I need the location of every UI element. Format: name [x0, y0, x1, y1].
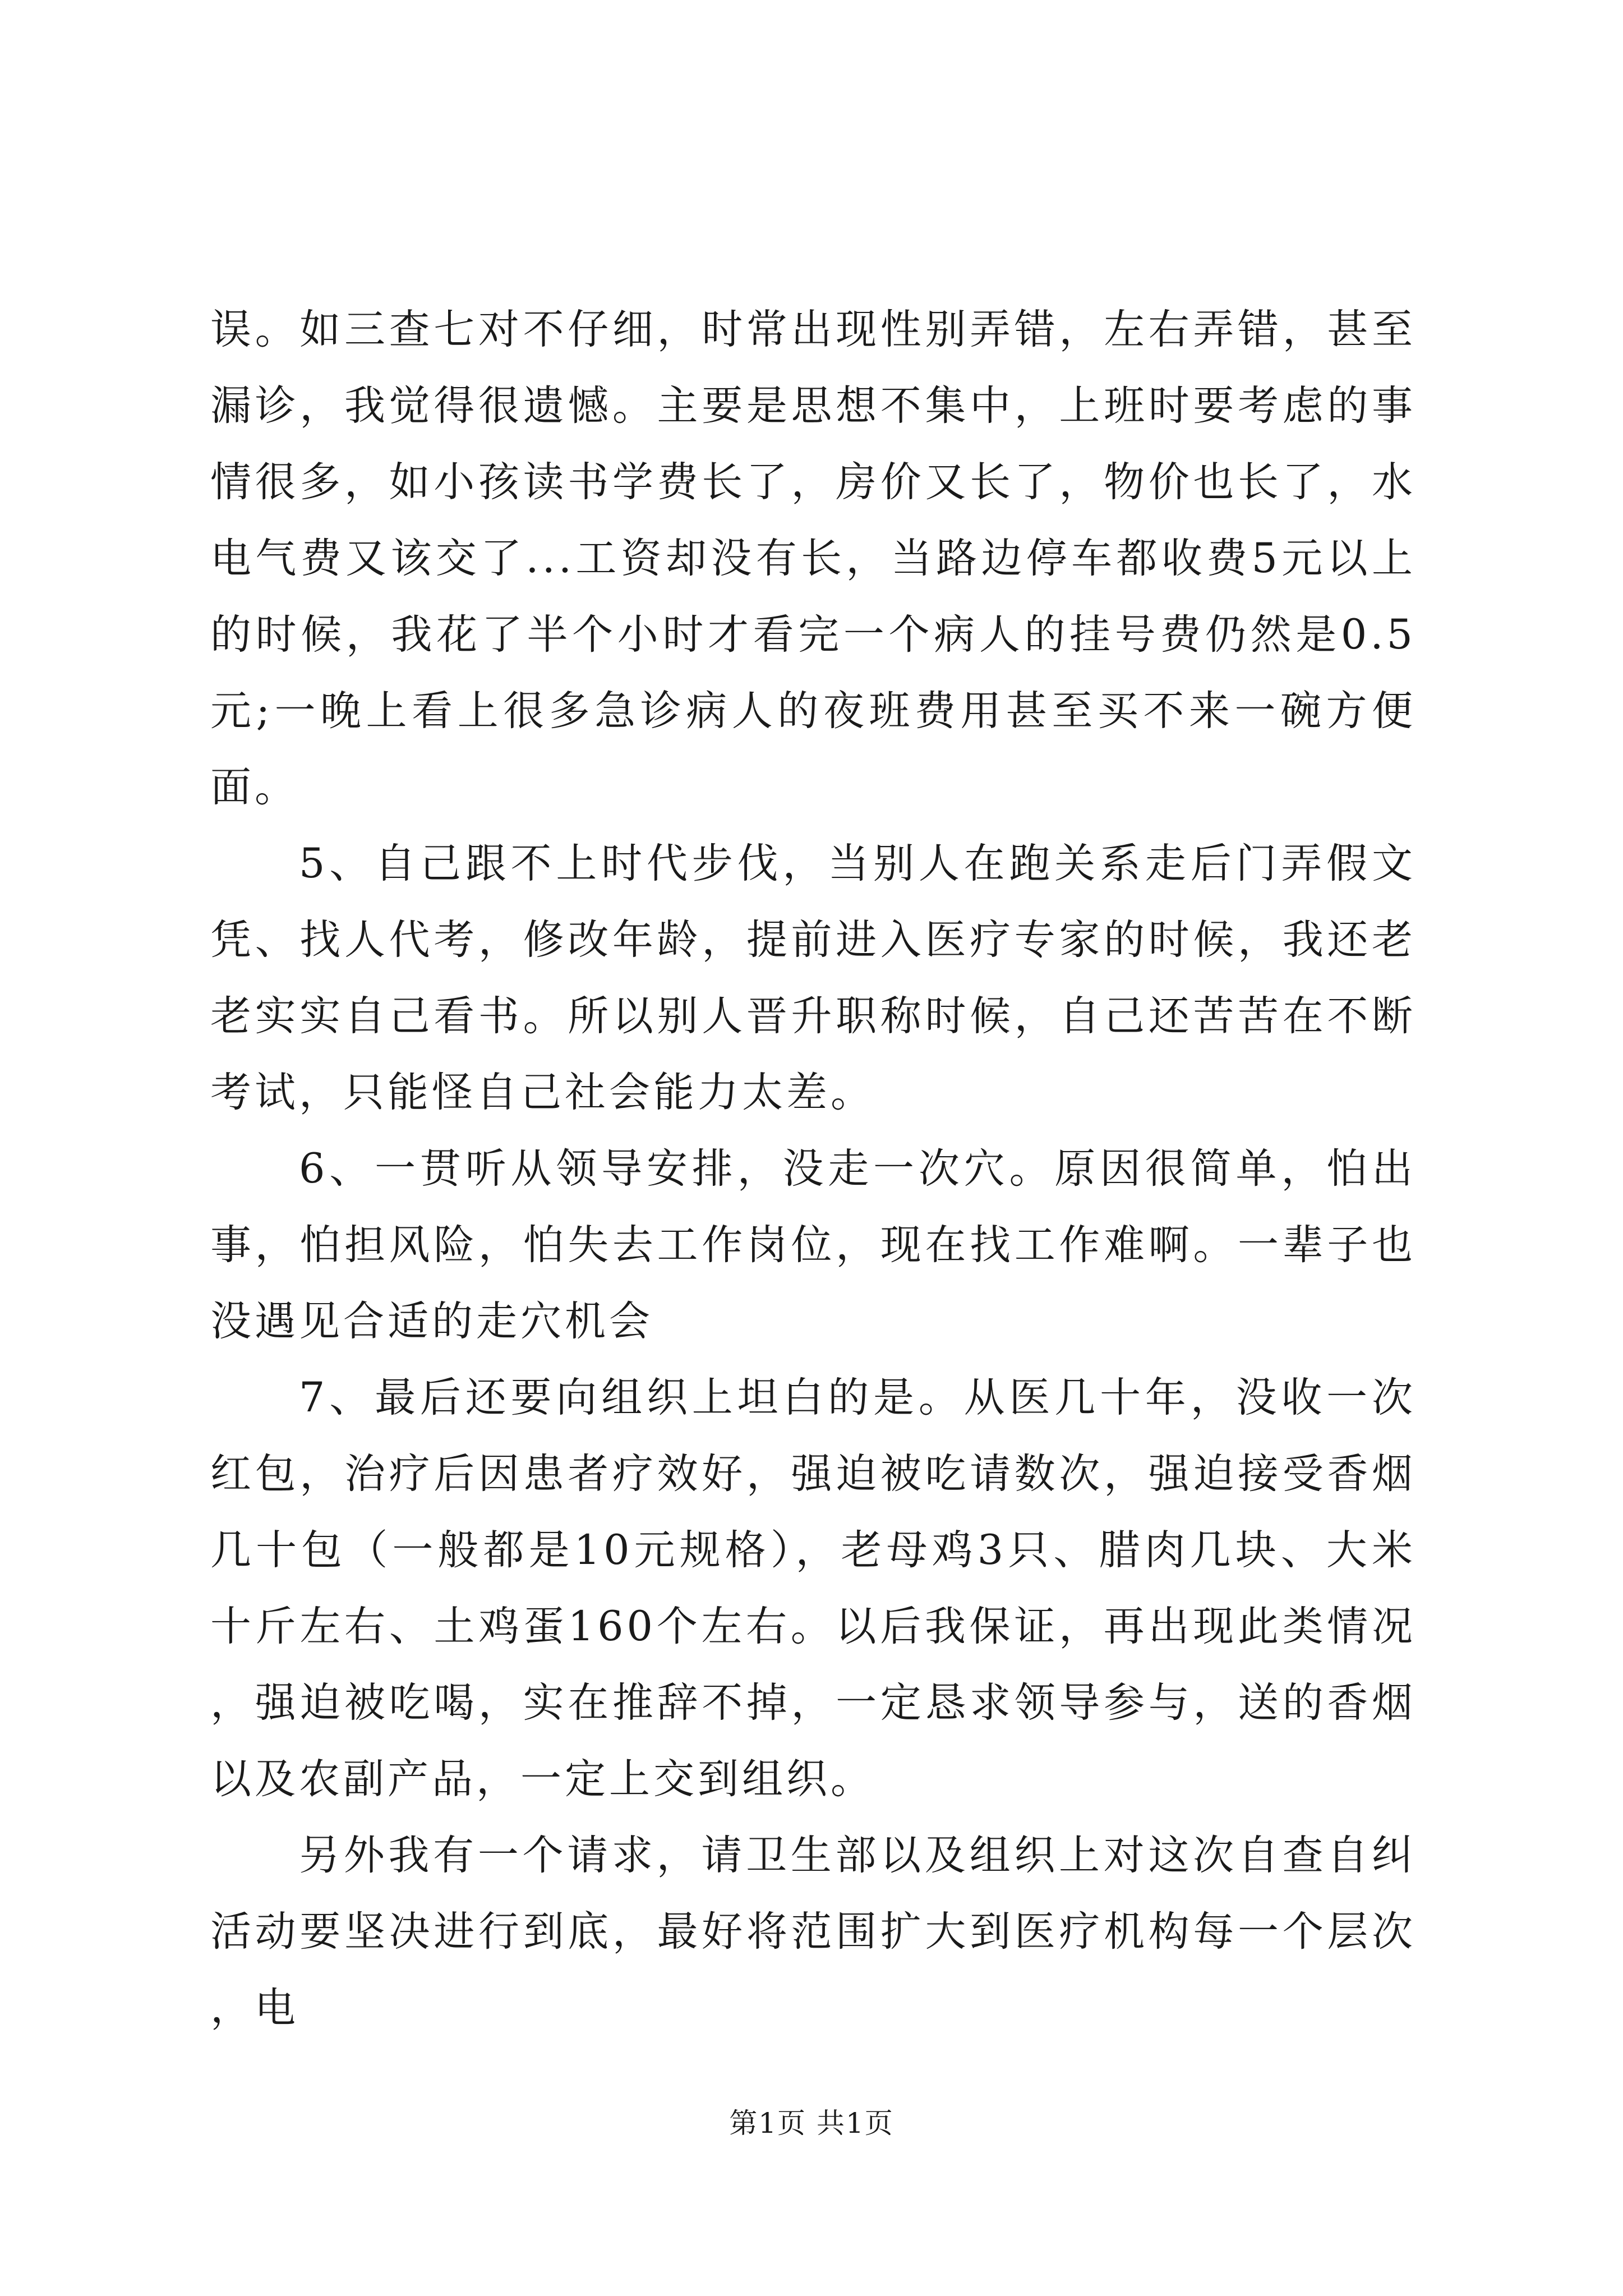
page-number-label: 第1页 共1页 — [729, 2107, 894, 2139]
page-footer — [0, 2101, 1623, 2141]
paragraph-request: 另外我有一个请求，请卫生部以及组织上对这次自查自纠活动要坚决进行到底，最好将范围扩大到医疗机构每一个层次，电 — [210, 1832, 1416, 2032]
paragraph-item-7: 7、最后还要向组织上坦白的是。从医几十年，没收一次红包，治疗后因患者疗效好，强迫被吃请数次，强迫接受香烟几十包（一般都是10元规格），老母鸡3只、腊肉几块、大米十斤左右、土鸡蛋160个左右。以后我保证，再出现此类情况，强迫被吃喝，实在推辞不掉，一定恳求领导参与，送的香烟以及农副产品，一定上交到组织。 — [210, 1374, 1416, 1803]
paragraph-item-6: 6、一贯听从领导安排，没走一次穴。原因很简单，怕出事，怕担风险，怕失去工作岗位，现在找工作难啊。一辈子也没遇见合适的走穴机会 — [210, 1145, 1416, 1345]
document-body — [210, 292, 1416, 2046]
paragraph-item-5: 5、自己跟不上时代步伐，当别人在跑关系走后门弄假文凭、找人代考，修改年龄，提前进入医疗专家的时候，我还老老实实自己看书。所以别人晋升职称时候，自己还苦苦在不断考试，只能怪自己社会能力太差。 — [210, 840, 1416, 1116]
paragraph-continued: 误。如三查七对不仔细，时常出现性别弄错，左右弄错，甚至漏诊，我觉得很遗憾。主要是思想不集中，上班时要考虑的事情很多，如小孩读书学费长了，房价又长了，物价也长了，水电气费又该交了...工资却没有长，当路边停车都收费5元以上的时候，我花了半个小时才看完一个病人的挂号费仍然是0.5元;一晚上看上很多急诊病人的夜班费用甚至买不来一碗方便面。 — [210, 306, 1416, 811]
